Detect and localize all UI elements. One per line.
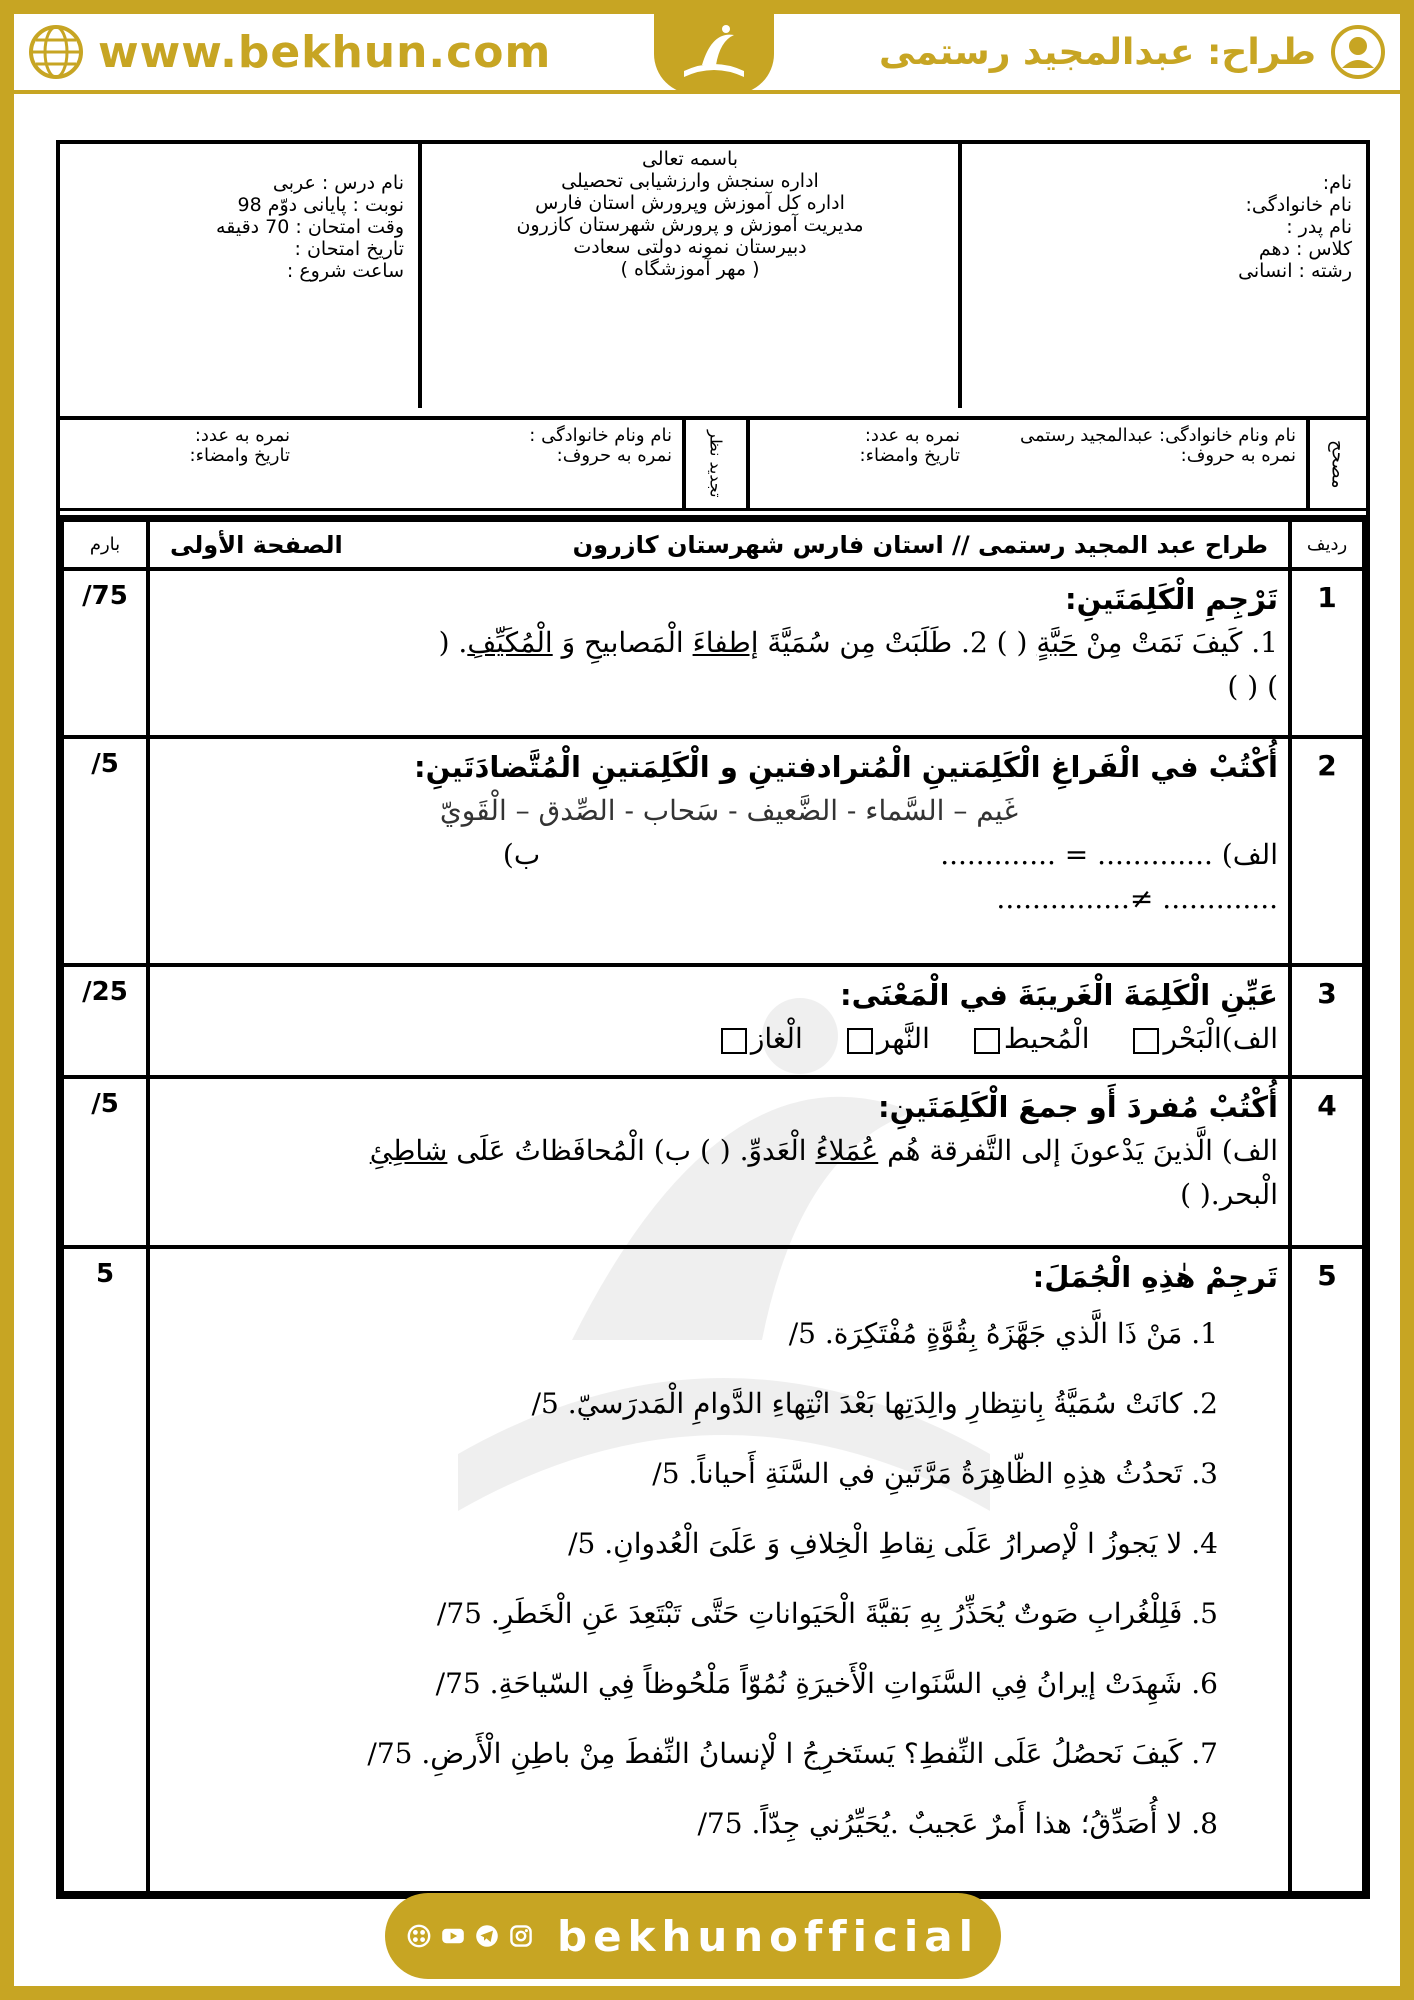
school-line: مدیریت آموزش و پرورش شهرستان کازرون [516, 214, 864, 236]
question-title: تَرْجِمِ الْكَلِمَتَينِ: [1064, 582, 1278, 616]
choice-option[interactable]: النَّهر [843, 1017, 930, 1061]
question-body [148, 569, 1290, 737]
social-handle: bekhunofficial [557, 1911, 980, 1961]
designer-credit [879, 24, 1386, 80]
school-seal: ( مهر آموزشگاه ) [620, 258, 760, 280]
question-number: 2 [1290, 737, 1364, 965]
choice-option[interactable]: الف)الْبَحْر [1129, 1017, 1278, 1061]
choice-list [164, 1017, 1278, 1061]
question-title: أُكْتُبْ مُفردَ أَو جمعَ الْكَلِمَتَينِ: [878, 1090, 1278, 1124]
question-body [148, 1247, 1290, 1893]
page-frame [14, 14, 1400, 1986]
student-field: نام: [1322, 172, 1352, 194]
question-title: أُكْتُبْ في الْفَراغِ الْكَلِمَتينِ الْمُترادفتينِ و الْكَلِمَتينِ الْمُتَّضادَتَينِ: [414, 750, 1278, 784]
exam-field: تاریخ امتحان : [294, 238, 404, 260]
school-info [418, 144, 958, 408]
exam-sheet [56, 140, 1370, 1899]
question-number: 1 [1290, 569, 1364, 737]
social-bar[interactable] [385, 1893, 1001, 1979]
corrector-date: تاریخ وامضاء: [859, 445, 960, 466]
question-score: /5 [62, 737, 148, 965]
reviewer-grade [60, 420, 682, 508]
question-body [148, 965, 1290, 1077]
question-score: /75 [62, 569, 148, 737]
question-title: تَرجِمْ هٰذِهِ الْجُمَلَ: [1032, 1260, 1278, 1294]
user-icon [1330, 24, 1386, 80]
question-row [62, 569, 1364, 737]
question-title: عَيِّنِ الْكَلِمَةَ الْغَريبَةَ في الْمَعْنَى: [840, 978, 1278, 1012]
table-title-row [62, 520, 1364, 569]
question-line: الْبحر.( ) [1180, 1178, 1278, 1211]
score-label: بارم [62, 520, 148, 569]
sentence: 8. لا أُصَدِّقُ؛ هذا أَمرٌ عَجيبٌ .يُحَيِّرُني جِدّاً. 75/ [697, 1807, 1218, 1840]
corrector-words: نمره به حروف: [1180, 445, 1296, 466]
checkbox[interactable] [721, 1028, 747, 1054]
choice-option[interactable]: الْغاز [717, 1017, 803, 1061]
word-bank: غَيم – السَّماء - الضَّعيف - سَحاب - الصِّدق – الْقَويّ [439, 794, 1018, 827]
school-line: باسمه تعالی [641, 148, 739, 170]
checkbox[interactable] [1133, 1028, 1159, 1054]
corrector-number: نمره به عدد: [864, 425, 960, 446]
exam-field: ساعت شروع : [286, 260, 404, 282]
question-line: الف) الَّذينَ يَدْعونَ إلی التَّفرقة هُم عُمَلاءُ الْعَدوِّ. ( ) ب) الْمُحافَظاتُ عَلَی شاطِئِ [369, 1134, 1278, 1167]
website-url: www.bekhun.com [98, 26, 552, 78]
exam-field: نام درس : عربی [272, 172, 404, 194]
question-number: 3 [1290, 965, 1364, 1077]
website-link[interactable] [28, 24, 551, 80]
question-line: الف) ............. = .............ب) [502, 838, 1278, 871]
globe-icon [28, 24, 84, 80]
question-line: 1. كَيفَ نَمَتْ مِنْ حَبَّةٍ ( ) 2. طَلَبَتْ مِن سُمَيَّةَ إطفاءَ الْمَصابيحِ وَ الْمُكَيِّفِ. ( [438, 626, 1278, 659]
corrector-name: نام ونام خانوادگی: عبدالمجید رستمی [1019, 425, 1296, 446]
student-field: رشته : انسانی [1238, 260, 1352, 282]
sentence: 3. تَحدُثُ هذِهِ الظّاهِرَةُ مَرَّتَينِ في السَّنَةِ أَحياناً. 5/ [652, 1457, 1218, 1490]
sentence: 6. شَهِدَتْ إيرانُ فِي السَّنَواتِ الْأَخيرَةِ نُمُوّاً مَلْحُوظاً فِي السّياحَةِ. 75/ [435, 1667, 1218, 1700]
book-logo-icon [674, 21, 754, 87]
school-line: اداره سنجش وارزشیابی تحصیلی [561, 170, 819, 192]
aparat-icon[interactable] [407, 1916, 431, 1956]
header-row [60, 144, 1366, 408]
question-row [62, 1247, 1364, 1893]
grading-row [60, 416, 1366, 518]
reviewer-words: نمره به حروف: [556, 445, 672, 466]
designer-name: طراح: عبدالمجید رستمی [879, 31, 1316, 73]
reviewer-name: نام ونام خانوادگی : [529, 425, 672, 446]
choice-option[interactable]: الْمُحيط [970, 1017, 1090, 1061]
question-score: /25 [62, 965, 148, 1077]
school-line: دبیرستان نمونه دولتی سعادت [573, 236, 807, 258]
row-label: ردیف [1290, 520, 1364, 569]
table-title [148, 520, 1290, 569]
student-info [958, 144, 1366, 408]
student-field: نام پدر : [1286, 216, 1352, 238]
question-row [62, 737, 1364, 965]
question-body [148, 1077, 1290, 1247]
designer-location: طراح عبد المجید رستمی // استان فارس شهرستان کازرون [572, 530, 1268, 559]
sentence: 7. كَيفَ نَحصُلُ عَلَى النِّفطِ؟ يَستَخرِجُ ا لْإنسانُ النِّفطَ مِنْ باطِنِ الْأَرضِ. 75/ [367, 1737, 1218, 1770]
reviewer-number: نمره به عدد: [194, 425, 290, 446]
question-score: /5 [62, 1077, 148, 1247]
checkbox[interactable] [974, 1028, 1000, 1054]
exam-field: نوبت : پایانی دوّم 98 [237, 194, 404, 216]
checkbox[interactable] [847, 1028, 873, 1054]
question-row [62, 1077, 1364, 1247]
sentence: 5. فَلِلْغُرابِ صَوتٌ يُحَذِّرُ بِهِ بَقيَّةَ الْحَيَواناتِ حَتَّی تَبْتَعِدَ عَنِ الْخَطَرِ. 75/ [436, 1597, 1218, 1630]
youtube-icon[interactable] [441, 1916, 465, 1956]
sentence: 2. كانَتْ سُمَيَّةُ بِانتِظارِ والِدَتِها بَعْدَ انْتِهاءِ الدَّوامِ الْمَدرَسيّ. 5/ [531, 1387, 1218, 1420]
telegram-icon[interactable] [475, 1916, 499, 1956]
school-line: اداره کل آموزش وپرورش استان فارس [535, 192, 845, 214]
student-field: نام خانوادگی: [1245, 194, 1352, 216]
exam-field: وقت امتحان : 70 دقیقه [216, 216, 404, 238]
brand-logo [654, 14, 774, 94]
question-number: 5 [1290, 1247, 1364, 1893]
page-label: الصفحة الأولى [170, 530, 343, 559]
student-field: کلاس : دهم [1258, 238, 1352, 260]
question-number: 4 [1290, 1077, 1364, 1247]
corrector-label: مصحح [1306, 420, 1366, 508]
sentence: 1. مَنْ ذَا الَّذي جَهَّزَهُ بِقُوَّةٍ مُفْتَكِرَة. 5/ [788, 1317, 1218, 1350]
instagram-icon[interactable] [509, 1916, 533, 1956]
top-banner [14, 14, 1400, 94]
reviewer-date: تاریخ وامضاء: [189, 445, 290, 466]
question-score: 5 [62, 1247, 148, 1893]
question-line: ) ( ) [1227, 670, 1278, 703]
question-line: ............. ≠............... [996, 882, 1278, 915]
question-row [62, 965, 1364, 1077]
review-label: تجدید نظر [682, 420, 746, 508]
question-body [148, 737, 1290, 965]
exam-info [60, 144, 418, 408]
sentence: 4. لا يَجوزُ ا لْإصرارُ عَلَى نِقاطِ الْخِلافِ وَ عَلَىَ الْعُدوانِ. 5/ [568, 1527, 1218, 1560]
corrector-grade [746, 420, 1306, 508]
questions-table [60, 518, 1366, 1895]
